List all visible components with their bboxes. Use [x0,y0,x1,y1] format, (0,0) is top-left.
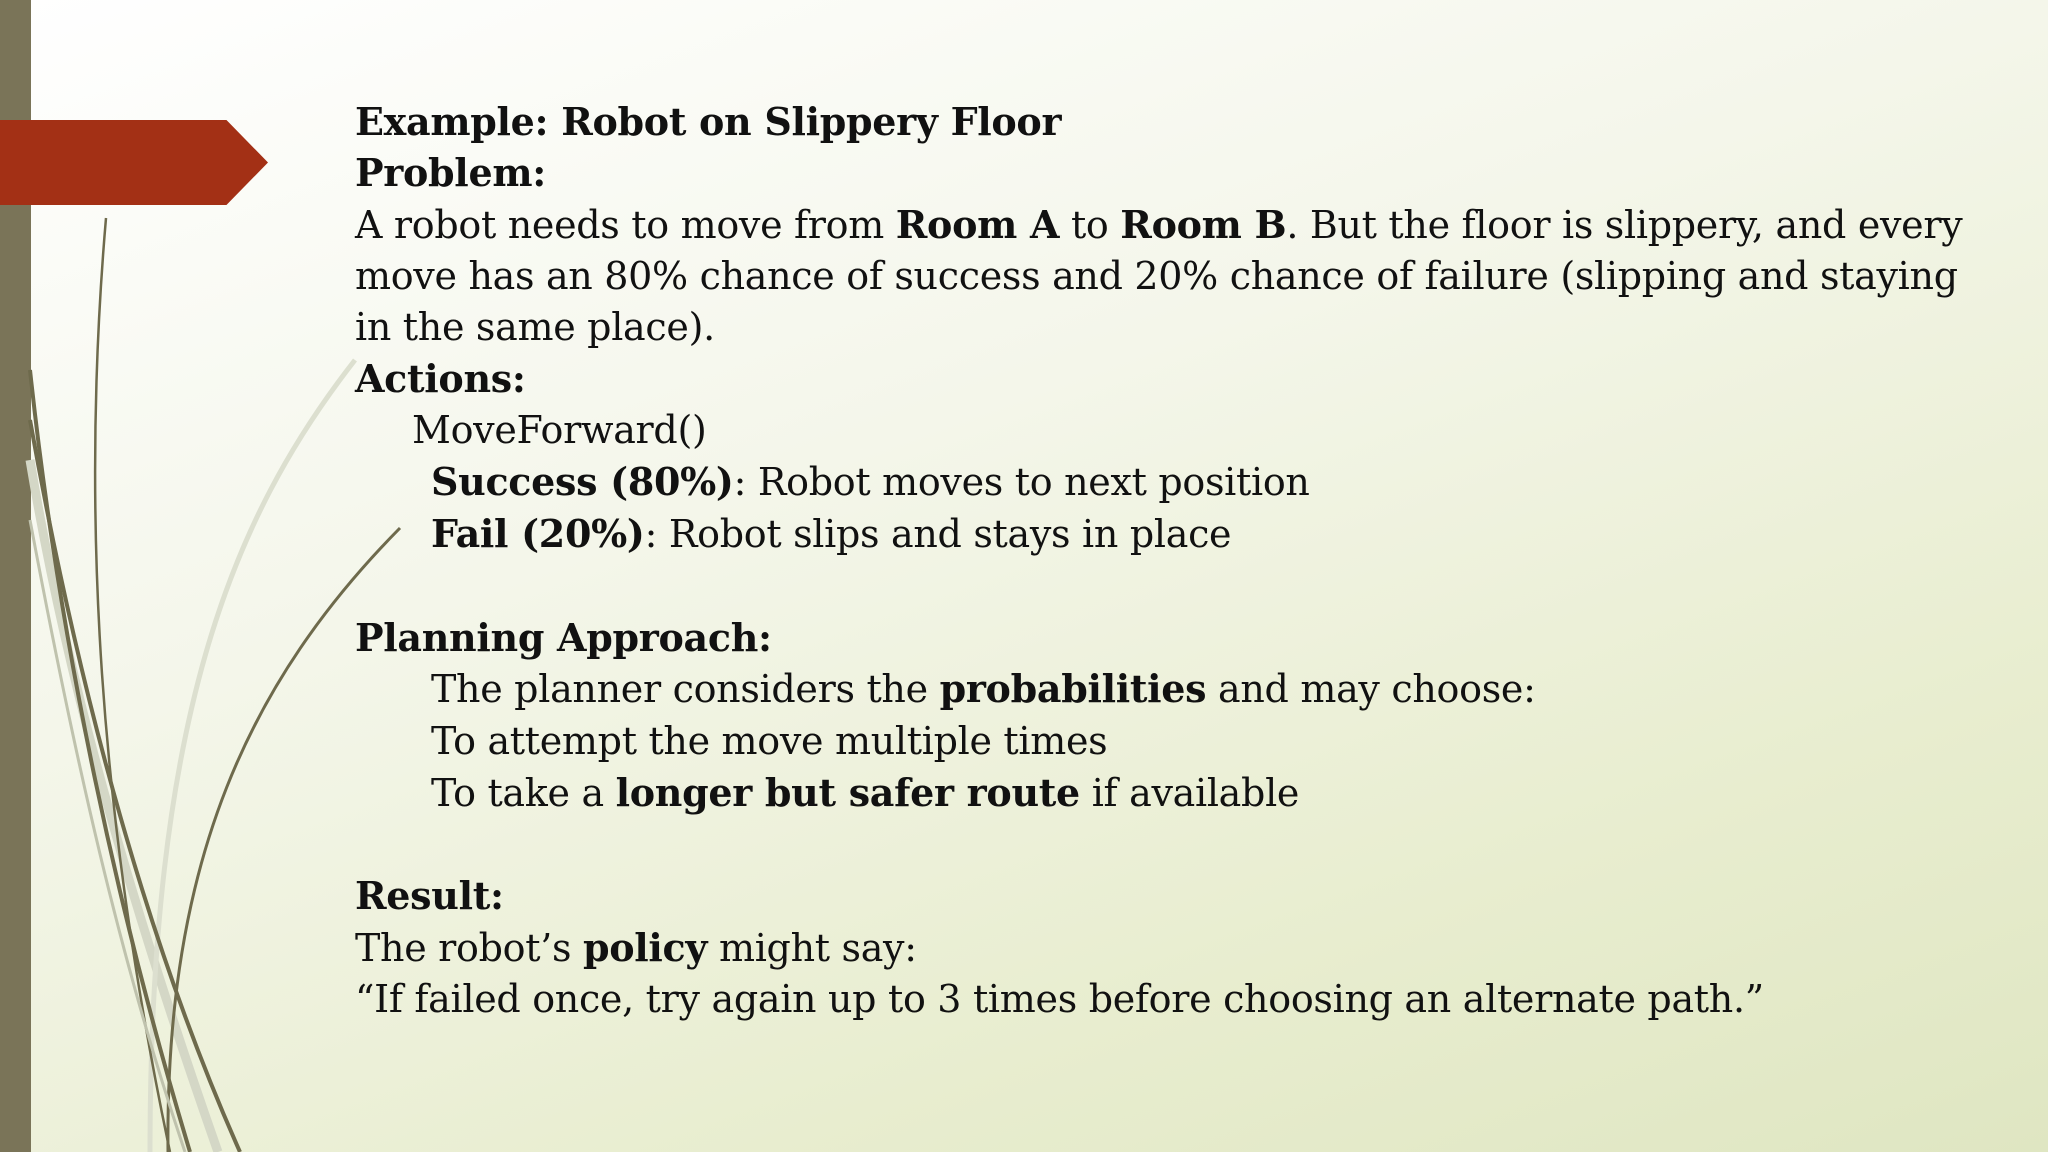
result-line-1 [355,922,1975,974]
slide-title: Example: Robot on Slippery Floor [355,99,1062,144]
swoosh-dark-3 [95,218,170,1152]
swoosh-dark-2 [30,420,240,1152]
planning-text-3-post: if available [1079,770,1300,815]
success-text: : Robot moves to next position [733,460,1310,505]
accent-arrow-tab [0,120,268,205]
problem-line-1 [355,199,1975,251]
planning-line-1 [355,663,1975,715]
safer-route-term: longer but safer route [615,769,1080,815]
result-quote: “If failed once, try again up to 3 times before choosing an alternate path.” [355,977,1764,1022]
slide-content [355,96,1975,1025]
success-label: Success (80%) [431,459,734,505]
probabilities-term: probabilities [939,666,1207,712]
room-b-label: Room B [1120,201,1287,247]
planning-heading: Planning Approach: [355,614,772,660]
policy-term: policy [582,924,708,970]
problem-heading: Problem: [355,150,546,196]
fail-text: : Robot slips and stays in place [644,512,1232,557]
problem-text-1: A robot needs to move from [355,202,896,247]
problem-line-2: move has an 80% chance of success and 20% chance of failure (slipping and staying [355,253,1958,298]
result-heading: Result: [355,873,504,919]
planning-line-3 [355,767,1975,819]
planning-text-1-post: and may choose: [1206,667,1536,712]
planning-line-2: To attempt the move multiple times [431,718,1108,763]
action-function: MoveForward() [412,407,707,452]
planning-text-3-pre: To take a [431,770,616,815]
fail-label: Fail (20%) [431,511,645,557]
spacer-2 [355,819,1975,870]
room-a-label: Room A [895,201,1060,247]
action-success [355,456,1975,508]
problem-text-3: . But the floor is slippery, and every [1286,202,1963,247]
problem-line-3: in the same place). [355,305,715,350]
action-fail [355,508,1975,560]
planning-text-1-pre: The planner considers the [431,667,940,712]
result-text-1-post: might say: [707,925,917,970]
result-text-1-pre: The robot’s [355,925,583,970]
actions-heading: Actions: [355,356,526,402]
spacer-1 [355,561,1975,612]
problem-text-2: to [1059,202,1121,247]
